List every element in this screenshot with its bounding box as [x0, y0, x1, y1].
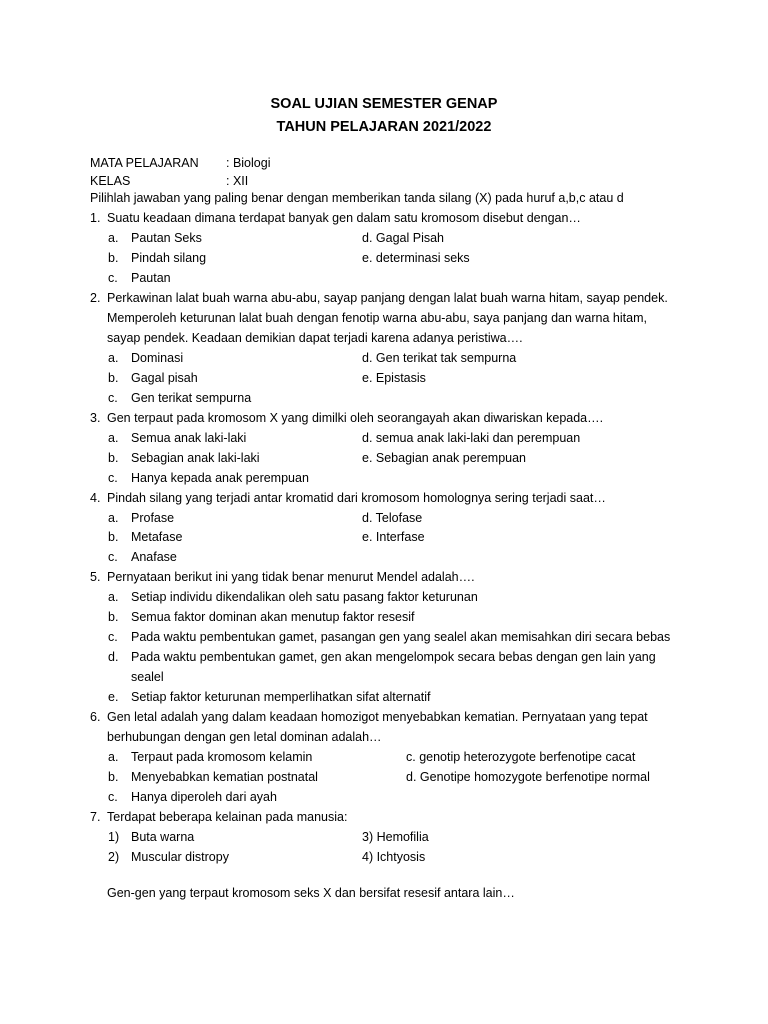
option-label: a. [108, 511, 119, 525]
option-label: a. [108, 750, 119, 764]
item-4: 4) Ichtyosis [362, 850, 426, 864]
item-2: Muscular distropy [131, 850, 229, 864]
option-label: c. [108, 391, 118, 405]
option-label: c. [108, 790, 118, 804]
question-text: Terdapat beberapa kelainan pada manusia: [107, 810, 348, 824]
option-e: e. Epistasis [362, 371, 426, 385]
option-a: Dominasi [131, 351, 184, 365]
exam-year: TAHUN PELAJARAN 2021/2022 [276, 119, 492, 135]
option-c: Anafase [131, 550, 177, 564]
option-d: d. Gen terikat tak sempurna [362, 351, 517, 365]
option-d: d. Genotipe homozygote berfenotipe normal [406, 770, 650, 784]
option-b: Semua faktor dominan akan menutup faktor resesif [131, 610, 415, 624]
option-c: Pada waktu pembentukan gamet, pasangan gen yang sealel akan memisahkan diri secara bebas [131, 630, 671, 644]
option-b: Sebagian anak laki-laki [131, 451, 260, 465]
option-d: d. Gagal Pisah [362, 231, 444, 245]
option-label: a. [108, 351, 119, 365]
question-text: berhubungan dengan gen letal dominan adalah… [107, 730, 382, 744]
option-d: Pada waktu pembentukan gamet, gen akan mengelompok secara bebas dengan gen lain yang [131, 650, 656, 664]
question-text: sayap pendek. Keadaan demikian dapat terjadi karena adanya peristiwa…. [107, 331, 523, 345]
option-label: c. [108, 271, 118, 285]
question-number: 6. [90, 710, 101, 724]
question-number: 5. [90, 570, 101, 584]
question-number: 2. [90, 291, 101, 305]
option-b: Pindah silang [131, 251, 207, 265]
option-label: a. [108, 431, 119, 445]
option-a: Setiap individu dikendalikan oleh satu pasang faktor keturunan [131, 590, 478, 604]
question-text: Gen letal adalah yang dalam keadaan homozigot menyebabkan kematian. Pernyataan yang tepat [107, 710, 648, 724]
exam-title: SOAL UJIAN SEMESTER GENAP [270, 96, 498, 112]
question-number: 7. [90, 810, 101, 824]
item-3: 3) Hemofilia [362, 830, 429, 844]
option-a: Terpaut pada kromosom kelamin [131, 750, 313, 764]
question-text: Gen terpaut pada kromosom X yang dimilki oleh seorangayah akan diwariskan kepada…. [107, 411, 604, 425]
option-label: a. [108, 590, 119, 604]
option-label: b. [108, 251, 119, 265]
item-1: Buta warna [131, 830, 195, 844]
option-d-continued: sealel [131, 670, 164, 684]
option-e: e. determinasi seks [362, 251, 470, 265]
question-number: 4. [90, 491, 101, 505]
option-e: e. Sebagian anak perempuan [362, 451, 527, 465]
option-label: b. [108, 451, 119, 465]
option-label: b. [108, 371, 119, 385]
question-number: 3. [90, 411, 101, 425]
option-e: e. Interfase [362, 530, 425, 544]
option-d: d. semua anak laki-laki dan perempuan [362, 431, 581, 445]
question-followup: Gen-gen yang terpaut kromosom seks X dan bersifat resesif antara lain… [107, 886, 515, 900]
class-label: KELAS [90, 174, 131, 188]
option-label: c. [108, 630, 118, 644]
option-label: c. [108, 471, 118, 485]
subject-value: : Biologi [226, 156, 271, 170]
option-e: Setiap faktor keturunan memperlihatkan sifat alternatif [131, 690, 431, 704]
option-label: a. [108, 231, 119, 245]
option-a: Pautan Seks [131, 231, 202, 245]
question-text: Pernyataan berikut ini yang tidak benar menurut Mendel adalah…. [107, 570, 475, 584]
question-text: Suatu keadaan dimana terdapat banyak gen dalam satu kromosom disebut dengan… [107, 211, 581, 225]
question-text: Memperoleh keturunan lalat buah dengan fenotip warna abu-abu, saya panjang dan warna hitam, [107, 311, 647, 325]
option-a: Profase [131, 511, 175, 525]
item-label: 2) [108, 850, 120, 864]
option-d: d. Telofase [362, 511, 423, 525]
option-label: b. [108, 610, 119, 624]
option-label: d. [108, 650, 119, 664]
subject-label: MATA PELAJARAN [90, 156, 199, 170]
option-c-right: c. genotip heterozygote berfenotipe cacat [406, 750, 636, 764]
option-c: Hanya diperoleh dari ayah [131, 790, 277, 804]
class-value: : XII [226, 174, 249, 188]
instruction: Pilihlah jawaban yang paling benar dengan memberikan tanda silang (X) pada huruf a,b,c atau d [90, 191, 624, 205]
option-c: Gen terikat sempurna [131, 391, 252, 405]
question-number: 1. [90, 211, 101, 225]
option-b: Menyebabkan kematian postnatal [131, 770, 318, 784]
option-c: Pautan [131, 271, 171, 285]
question-text: Perkawinan lalat buah warna abu-abu, sayap panjang dengan lalat buah warna hitam, sayap pendek. [107, 291, 668, 305]
option-a: Semua anak laki-laki [131, 431, 247, 445]
question-text: Pindah silang yang terjadi antar kromatid dari kromosom homolognya sering terjadi saat… [107, 491, 606, 505]
option-label: e. [108, 690, 119, 704]
option-c: Hanya kepada anak perempuan [131, 471, 309, 485]
option-b: Gagal pisah [131, 371, 198, 385]
option-label: c. [108, 550, 118, 564]
option-label: b. [108, 770, 119, 784]
option-b: Metafase [131, 530, 183, 544]
item-label: 1) [108, 830, 120, 844]
option-label: b. [108, 530, 119, 544]
